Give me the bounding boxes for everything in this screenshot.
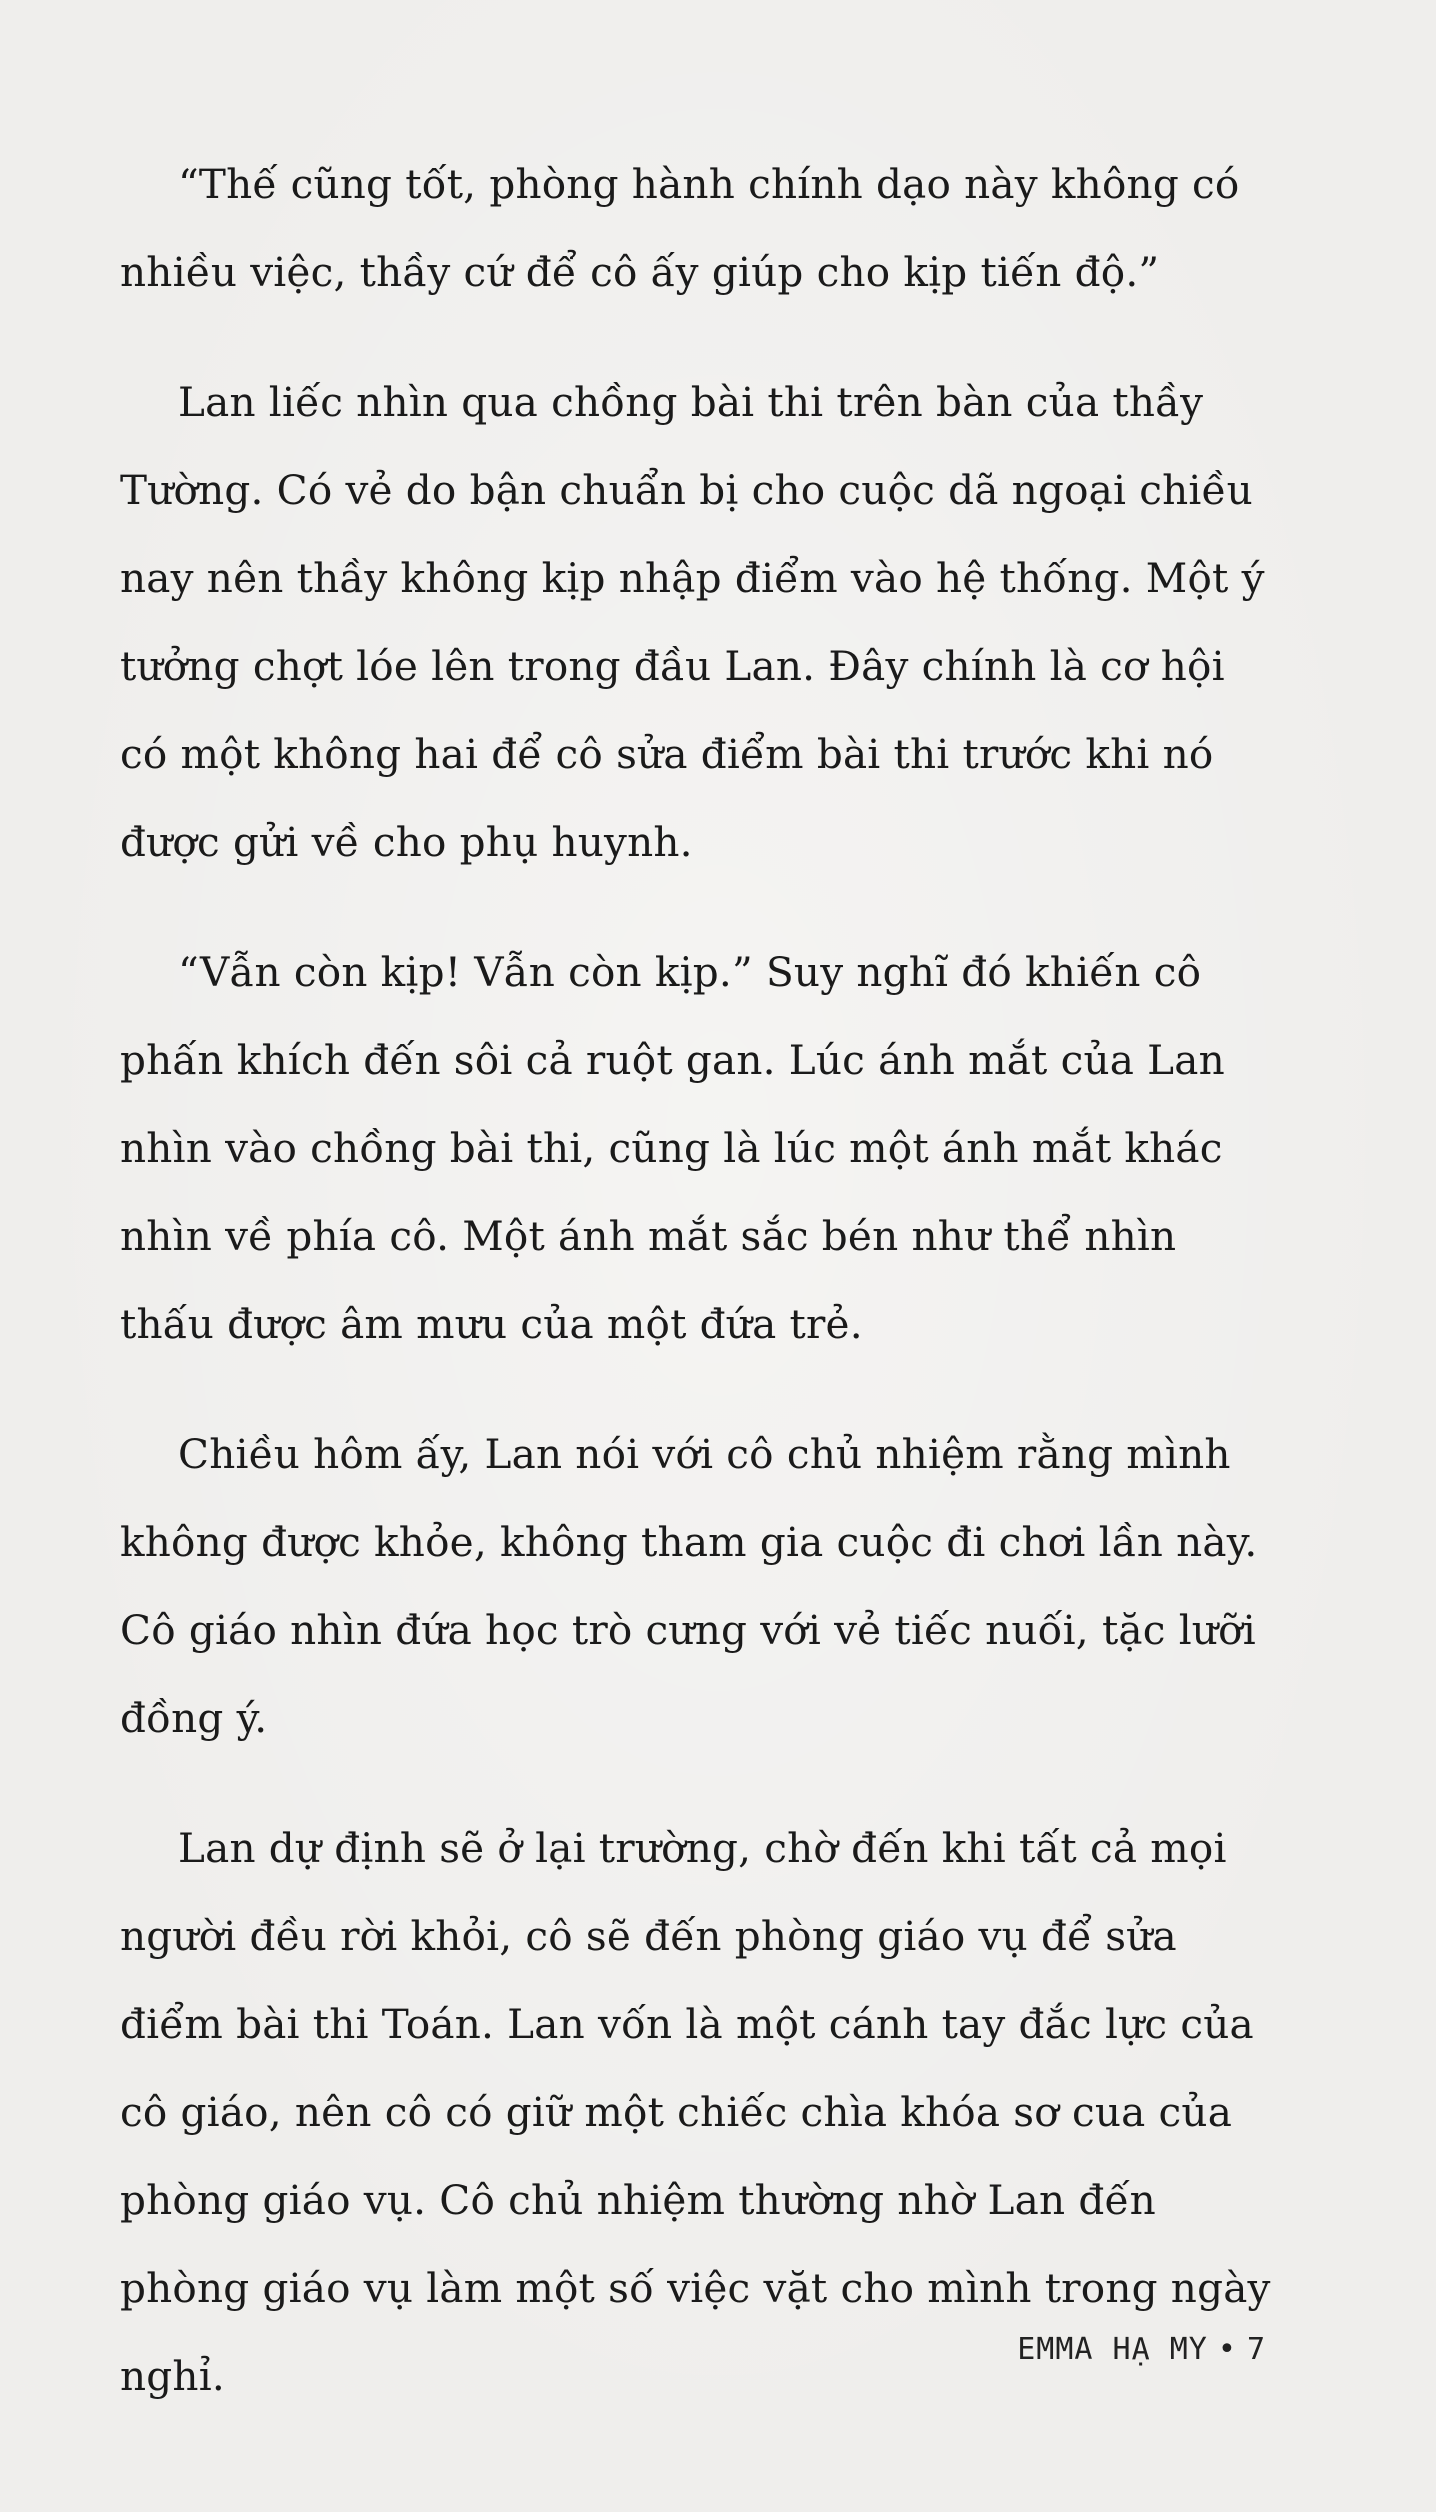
paragraph-5: Lan dự định sẽ ở lại trường, chờ đến khi tất cả mọi người đều rời khỏi, cô sẽ đến phòng giáo vụ để sửa điểm bài thi Toán. Lan vốn là một cánh tay đắc lực của cô giáo, nên cô có giữ một chiếc chìa khóa sơ cua của phòng giáo vụ. Cô chủ nhiệm thường nhờ Lan đến phòng giáo vụ làm một số việc vặt cho mình trong ngày nghỉ.	[120, 1824, 1271, 2400]
paragraph-4: Chiều hôm ấy, Lan nói với cô chủ nhiệm rằng mình không được khỏe, không tham gia cuộc đi chơi lần này. Cô giáo nhìn đứa học trò cưng với vẻ tiếc nuối, tặc lưỡi đồng ý.	[120, 1430, 1258, 1742]
page-number: 7	[1246, 2332, 1266, 2367]
paragraph-1: “Thế cũng tốt, phòng hành chính dạo này không có nhiều việc, thầy cứ để cô ấy giúp cho kịp tiến độ.”	[120, 160, 1240, 296]
body-text	[120, 140, 1280, 2420]
paragraph-2: Lan liếc nhìn qua chồng bài thi trên bàn của thầy Tường. Có vẻ do bận chuẩn bị cho cuộc dã ngoại chiều nay nên thầy không kịp nhập điểm vào hệ thống. Một ý tưởng chợt lóe lên trong đầu Lan. Đây chính là cơ hội có một không hai để cô sửa điểm bài thi trước khi nó được gửi về cho phụ huynh.	[120, 378, 1265, 866]
footer-separator: •	[1217, 2332, 1237, 2367]
running-footer	[1017, 2332, 1266, 2367]
footer-author: EMMA HẠ MY	[1017, 2332, 1208, 2367]
paragraph-3: “Vẫn còn kịp! Vẫn còn kịp.” Suy nghĩ đó khiến cô phấn khích đến sôi cả ruột gan. Lúc ánh mắt của Lan nhìn vào chồng bài thi, cũng là lúc một ánh mắt khác nhìn về phía cô. Một ánh mắt sắc bén như thể nhìn thấu được âm mưu của một đứa trẻ.	[120, 948, 1225, 1348]
